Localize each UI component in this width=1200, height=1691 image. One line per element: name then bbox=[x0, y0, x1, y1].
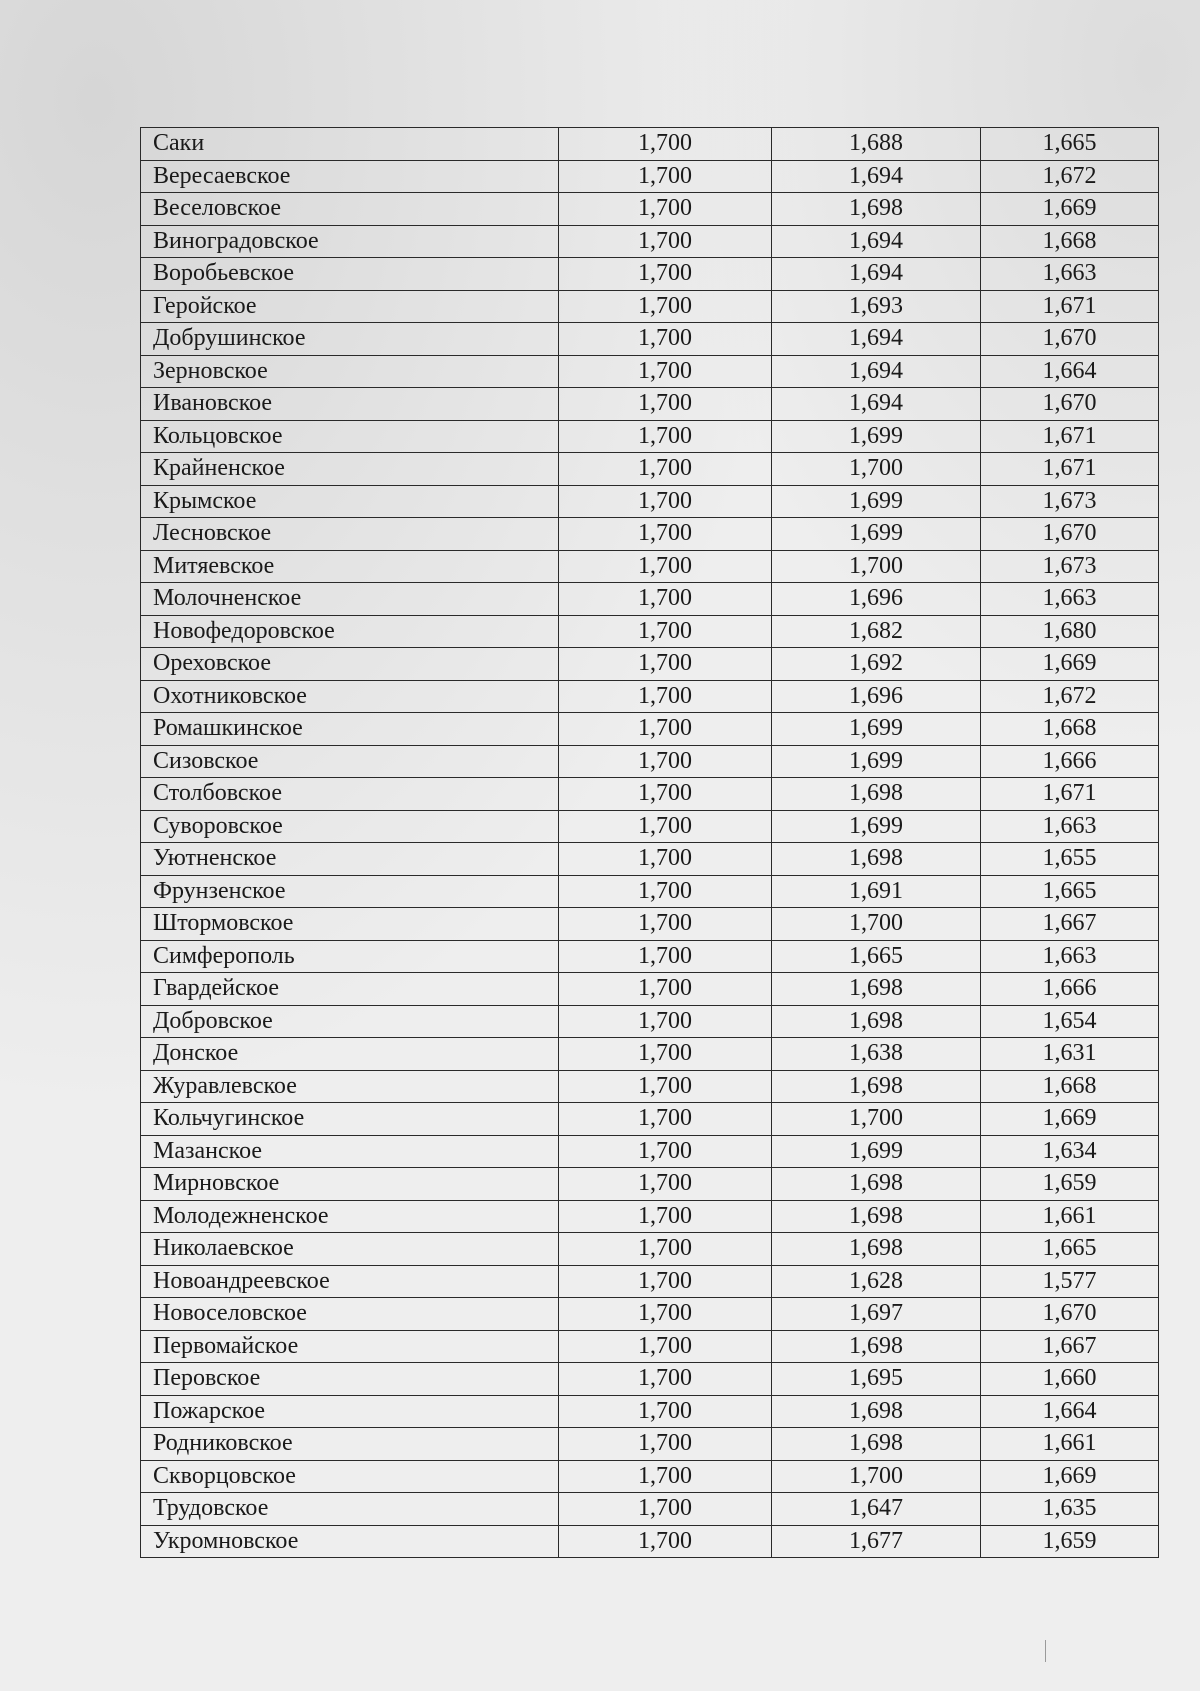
value-col-2-cell: 1,699 bbox=[772, 518, 981, 551]
settlement-name-cell: Симферополь bbox=[141, 940, 559, 973]
table-row bbox=[141, 355, 1159, 388]
value-col-1-cell: 1,700 bbox=[559, 1298, 772, 1331]
table-row bbox=[141, 1428, 1159, 1461]
settlement-name-cell: Перовское bbox=[141, 1363, 559, 1396]
settlement-name-cell: Уютненское bbox=[141, 843, 559, 876]
table-row bbox=[141, 1135, 1159, 1168]
settlement-name-cell: Виноградовское bbox=[141, 225, 559, 258]
value-col-3-cell: 1,663 bbox=[981, 583, 1159, 616]
table-row bbox=[141, 485, 1159, 518]
value-col-3-cell: 1,671 bbox=[981, 290, 1159, 323]
settlement-name-cell: Ивановское bbox=[141, 388, 559, 421]
value-col-1-cell: 1,700 bbox=[559, 1070, 772, 1103]
value-col-2-cell: 1,700 bbox=[772, 908, 981, 941]
value-col-3-cell: 1,671 bbox=[981, 420, 1159, 453]
settlement-name-cell: Новофедоровское bbox=[141, 615, 559, 648]
table-row bbox=[141, 420, 1159, 453]
value-col-3-cell: 1,672 bbox=[981, 680, 1159, 713]
value-col-3-cell: 1,664 bbox=[981, 355, 1159, 388]
settlement-name-cell: Крайненское bbox=[141, 453, 559, 486]
settlement-name-cell: Первомайское bbox=[141, 1330, 559, 1363]
value-col-3-cell: 1,660 bbox=[981, 1363, 1159, 1396]
value-col-2-cell: 1,697 bbox=[772, 1298, 981, 1331]
table-row bbox=[141, 1493, 1159, 1526]
table-row bbox=[141, 518, 1159, 551]
value-col-3-cell: 1,666 bbox=[981, 973, 1159, 1006]
value-col-3-cell: 1,680 bbox=[981, 615, 1159, 648]
value-col-3-cell: 1,635 bbox=[981, 1493, 1159, 1526]
value-col-2-cell: 1,694 bbox=[772, 258, 981, 291]
value-col-1-cell: 1,700 bbox=[559, 550, 772, 583]
value-col-1-cell: 1,700 bbox=[559, 290, 772, 323]
value-col-1-cell: 1,700 bbox=[559, 1103, 772, 1136]
value-col-1-cell: 1,700 bbox=[559, 1200, 772, 1233]
value-col-1-cell: 1,700 bbox=[559, 1233, 772, 1266]
value-col-2-cell: 1,699 bbox=[772, 745, 981, 778]
table-row bbox=[141, 1395, 1159, 1428]
value-col-3-cell: 1,667 bbox=[981, 908, 1159, 941]
value-col-2-cell: 1,696 bbox=[772, 680, 981, 713]
value-col-3-cell: 1,669 bbox=[981, 648, 1159, 681]
value-col-3-cell: 1,665 bbox=[981, 875, 1159, 908]
value-col-1-cell: 1,700 bbox=[559, 680, 772, 713]
value-col-3-cell: 1,670 bbox=[981, 1298, 1159, 1331]
value-col-3-cell: 1,631 bbox=[981, 1038, 1159, 1071]
settlement-name-cell: Кольцовское bbox=[141, 420, 559, 453]
settlement-name-cell: Новоандреевское bbox=[141, 1265, 559, 1298]
scan-mark bbox=[1045, 1640, 1046, 1662]
value-col-1-cell: 1,700 bbox=[559, 160, 772, 193]
table-row bbox=[141, 1168, 1159, 1201]
value-col-1-cell: 1,700 bbox=[559, 973, 772, 1006]
table-body bbox=[141, 128, 1159, 1558]
value-col-1-cell: 1,700 bbox=[559, 453, 772, 486]
value-col-2-cell: 1,647 bbox=[772, 1493, 981, 1526]
value-col-2-cell: 1,628 bbox=[772, 1265, 981, 1298]
value-col-3-cell: 1,654 bbox=[981, 1005, 1159, 1038]
value-col-1-cell: 1,700 bbox=[559, 778, 772, 811]
value-col-2-cell: 1,698 bbox=[772, 1395, 981, 1428]
value-col-2-cell: 1,700 bbox=[772, 550, 981, 583]
table-row bbox=[141, 778, 1159, 811]
settlement-name-cell: Вересаевское bbox=[141, 160, 559, 193]
settlement-name-cell: Скворцовское bbox=[141, 1460, 559, 1493]
value-col-1-cell: 1,700 bbox=[559, 388, 772, 421]
value-col-1-cell: 1,700 bbox=[559, 648, 772, 681]
table-row bbox=[141, 388, 1159, 421]
table-row bbox=[141, 193, 1159, 226]
value-col-1-cell: 1,700 bbox=[559, 485, 772, 518]
value-col-2-cell: 1,693 bbox=[772, 290, 981, 323]
settlement-name-cell: Столбовское bbox=[141, 778, 559, 811]
value-col-1-cell: 1,700 bbox=[559, 583, 772, 616]
value-col-3-cell: 1,669 bbox=[981, 1460, 1159, 1493]
value-col-2-cell: 1,700 bbox=[772, 1103, 981, 1136]
value-col-2-cell: 1,698 bbox=[772, 1428, 981, 1461]
value-col-2-cell: 1,695 bbox=[772, 1363, 981, 1396]
value-col-1-cell: 1,700 bbox=[559, 323, 772, 356]
table-row bbox=[141, 1460, 1159, 1493]
value-col-1-cell: 1,700 bbox=[559, 355, 772, 388]
value-col-3-cell: 1,673 bbox=[981, 550, 1159, 583]
value-col-3-cell: 1,664 bbox=[981, 1395, 1159, 1428]
table-row bbox=[141, 908, 1159, 941]
table-row bbox=[141, 258, 1159, 291]
table-row bbox=[141, 810, 1159, 843]
value-col-2-cell: 1,694 bbox=[772, 225, 981, 258]
settlement-name-cell: Молочненское bbox=[141, 583, 559, 616]
table-row bbox=[141, 1103, 1159, 1136]
value-col-1-cell: 1,700 bbox=[559, 1135, 772, 1168]
value-col-3-cell: 1,661 bbox=[981, 1428, 1159, 1461]
value-col-2-cell: 1,698 bbox=[772, 1070, 981, 1103]
settlement-name-cell: Пожарское bbox=[141, 1395, 559, 1428]
value-col-1-cell: 1,700 bbox=[559, 518, 772, 551]
value-col-1-cell: 1,700 bbox=[559, 940, 772, 973]
value-col-1-cell: 1,700 bbox=[559, 1038, 772, 1071]
table-row bbox=[141, 323, 1159, 356]
value-col-3-cell: 1,669 bbox=[981, 193, 1159, 226]
value-col-2-cell: 1,694 bbox=[772, 160, 981, 193]
settlement-name-cell: Мазанское bbox=[141, 1135, 559, 1168]
value-col-3-cell: 1,668 bbox=[981, 1070, 1159, 1103]
value-col-3-cell: 1,663 bbox=[981, 810, 1159, 843]
settlement-name-cell: Родниковское bbox=[141, 1428, 559, 1461]
settlement-name-cell: Укромновское bbox=[141, 1525, 559, 1558]
settlement-name-cell: Ореховское bbox=[141, 648, 559, 681]
value-col-3-cell: 1,663 bbox=[981, 940, 1159, 973]
value-col-1-cell: 1,700 bbox=[559, 1460, 772, 1493]
settlement-name-cell: Ромашкинское bbox=[141, 713, 559, 746]
value-col-1-cell: 1,700 bbox=[559, 193, 772, 226]
value-col-1-cell: 1,700 bbox=[559, 128, 772, 161]
settlement-name-cell: Гвардейское bbox=[141, 973, 559, 1006]
value-col-1-cell: 1,700 bbox=[559, 713, 772, 746]
table-row bbox=[141, 1363, 1159, 1396]
value-col-1-cell: 1,700 bbox=[559, 1330, 772, 1363]
value-col-1-cell: 1,700 bbox=[559, 420, 772, 453]
table-row bbox=[141, 1005, 1159, 1038]
settlement-name-cell: Новоселовское bbox=[141, 1298, 559, 1331]
value-col-2-cell: 1,699 bbox=[772, 713, 981, 746]
value-col-1-cell: 1,700 bbox=[559, 1363, 772, 1396]
value-col-1-cell: 1,700 bbox=[559, 1525, 772, 1558]
value-col-1-cell: 1,700 bbox=[559, 843, 772, 876]
value-col-1-cell: 1,700 bbox=[559, 1005, 772, 1038]
value-col-2-cell: 1,677 bbox=[772, 1525, 981, 1558]
value-col-3-cell: 1,659 bbox=[981, 1525, 1159, 1558]
value-col-2-cell: 1,696 bbox=[772, 583, 981, 616]
table-row bbox=[141, 1330, 1159, 1363]
table-row bbox=[141, 1038, 1159, 1071]
value-col-2-cell: 1,692 bbox=[772, 648, 981, 681]
settlement-name-cell: Зерновское bbox=[141, 355, 559, 388]
value-col-1-cell: 1,700 bbox=[559, 810, 772, 843]
value-col-1-cell: 1,700 bbox=[559, 615, 772, 648]
value-col-1-cell: 1,700 bbox=[559, 225, 772, 258]
table-row bbox=[141, 583, 1159, 616]
settlement-name-cell: Журавлевское bbox=[141, 1070, 559, 1103]
settlement-name-cell: Крымское bbox=[141, 485, 559, 518]
value-col-1-cell: 1,700 bbox=[559, 745, 772, 778]
value-col-3-cell: 1,672 bbox=[981, 160, 1159, 193]
value-col-2-cell: 1,688 bbox=[772, 128, 981, 161]
value-col-2-cell: 1,698 bbox=[772, 843, 981, 876]
value-col-2-cell: 1,698 bbox=[772, 1200, 981, 1233]
table-row bbox=[141, 1233, 1159, 1266]
table-row bbox=[141, 1298, 1159, 1331]
value-col-2-cell: 1,694 bbox=[772, 355, 981, 388]
data-table bbox=[140, 127, 1159, 1558]
settlement-name-cell: Митяевское bbox=[141, 550, 559, 583]
settlement-name-cell: Молодежненское bbox=[141, 1200, 559, 1233]
table-row bbox=[141, 128, 1159, 161]
table-row bbox=[141, 745, 1159, 778]
table-row bbox=[141, 843, 1159, 876]
value-col-3-cell: 1,665 bbox=[981, 128, 1159, 161]
value-col-1-cell: 1,700 bbox=[559, 1265, 772, 1298]
table-row bbox=[141, 940, 1159, 973]
table-row bbox=[141, 1070, 1159, 1103]
table-row bbox=[141, 615, 1159, 648]
value-col-1-cell: 1,700 bbox=[559, 1493, 772, 1526]
settlement-name-cell: Штормовское bbox=[141, 908, 559, 941]
table-row bbox=[141, 550, 1159, 583]
settlement-name-cell: Охотниковское bbox=[141, 680, 559, 713]
value-col-1-cell: 1,700 bbox=[559, 875, 772, 908]
value-col-2-cell: 1,638 bbox=[772, 1038, 981, 1071]
value-col-2-cell: 1,700 bbox=[772, 1460, 981, 1493]
settlement-name-cell: Фрунзенское bbox=[141, 875, 559, 908]
value-col-2-cell: 1,694 bbox=[772, 388, 981, 421]
table-row bbox=[141, 973, 1159, 1006]
value-col-3-cell: 1,661 bbox=[981, 1200, 1159, 1233]
value-col-1-cell: 1,700 bbox=[559, 1168, 772, 1201]
value-col-1-cell: 1,700 bbox=[559, 1395, 772, 1428]
value-col-3-cell: 1,673 bbox=[981, 485, 1159, 518]
value-col-2-cell: 1,691 bbox=[772, 875, 981, 908]
settlement-name-cell: Николаевское bbox=[141, 1233, 559, 1266]
value-col-2-cell: 1,698 bbox=[772, 1005, 981, 1038]
settlement-name-cell: Саки bbox=[141, 128, 559, 161]
table-row bbox=[141, 225, 1159, 258]
settlement-name-cell: Трудовское bbox=[141, 1493, 559, 1526]
value-col-3-cell: 1,671 bbox=[981, 778, 1159, 811]
value-col-3-cell: 1,670 bbox=[981, 323, 1159, 356]
value-col-3-cell: 1,577 bbox=[981, 1265, 1159, 1298]
table-row bbox=[141, 875, 1159, 908]
table-row bbox=[141, 453, 1159, 486]
value-col-3-cell: 1,665 bbox=[981, 1233, 1159, 1266]
value-col-2-cell: 1,682 bbox=[772, 615, 981, 648]
value-col-3-cell: 1,634 bbox=[981, 1135, 1159, 1168]
value-col-1-cell: 1,700 bbox=[559, 908, 772, 941]
value-col-2-cell: 1,700 bbox=[772, 453, 981, 486]
value-col-3-cell: 1,663 bbox=[981, 258, 1159, 291]
value-col-2-cell: 1,699 bbox=[772, 485, 981, 518]
value-col-3-cell: 1,670 bbox=[981, 518, 1159, 551]
value-col-1-cell: 1,700 bbox=[559, 258, 772, 291]
value-col-2-cell: 1,698 bbox=[772, 778, 981, 811]
settlement-name-cell: Лесновское bbox=[141, 518, 559, 551]
table-row bbox=[141, 1265, 1159, 1298]
value-col-2-cell: 1,699 bbox=[772, 810, 981, 843]
value-col-3-cell: 1,659 bbox=[981, 1168, 1159, 1201]
value-col-2-cell: 1,699 bbox=[772, 420, 981, 453]
table-row bbox=[141, 290, 1159, 323]
table-row bbox=[141, 648, 1159, 681]
table-row bbox=[141, 1525, 1159, 1558]
value-col-2-cell: 1,694 bbox=[772, 323, 981, 356]
value-col-3-cell: 1,669 bbox=[981, 1103, 1159, 1136]
settlement-name-cell: Геройское bbox=[141, 290, 559, 323]
settlement-name-cell: Добрушинское bbox=[141, 323, 559, 356]
settlement-name-cell: Мирновское bbox=[141, 1168, 559, 1201]
value-col-2-cell: 1,698 bbox=[772, 973, 981, 1006]
value-col-3-cell: 1,666 bbox=[981, 745, 1159, 778]
value-col-2-cell: 1,665 bbox=[772, 940, 981, 973]
value-col-3-cell: 1,668 bbox=[981, 713, 1159, 746]
settlement-name-cell: Кольчугинское bbox=[141, 1103, 559, 1136]
table-row bbox=[141, 713, 1159, 746]
value-col-2-cell: 1,698 bbox=[772, 1330, 981, 1363]
settlement-name-cell: Воробьевское bbox=[141, 258, 559, 291]
value-col-3-cell: 1,670 bbox=[981, 388, 1159, 421]
table-row bbox=[141, 1200, 1159, 1233]
table-row bbox=[141, 160, 1159, 193]
settlement-name-cell: Сизовское bbox=[141, 745, 559, 778]
value-col-2-cell: 1,698 bbox=[772, 193, 981, 226]
value-col-2-cell: 1,698 bbox=[772, 1168, 981, 1201]
value-col-3-cell: 1,655 bbox=[981, 843, 1159, 876]
value-col-2-cell: 1,698 bbox=[772, 1233, 981, 1266]
settlement-name-cell: Веселовское bbox=[141, 193, 559, 226]
value-col-2-cell: 1,699 bbox=[772, 1135, 981, 1168]
settlement-name-cell: Донское bbox=[141, 1038, 559, 1071]
table-row bbox=[141, 680, 1159, 713]
settlement-name-cell: Суворовское bbox=[141, 810, 559, 843]
value-col-3-cell: 1,667 bbox=[981, 1330, 1159, 1363]
value-col-3-cell: 1,671 bbox=[981, 453, 1159, 486]
value-col-1-cell: 1,700 bbox=[559, 1428, 772, 1461]
value-col-3-cell: 1,668 bbox=[981, 225, 1159, 258]
settlement-name-cell: Добровское bbox=[141, 1005, 559, 1038]
